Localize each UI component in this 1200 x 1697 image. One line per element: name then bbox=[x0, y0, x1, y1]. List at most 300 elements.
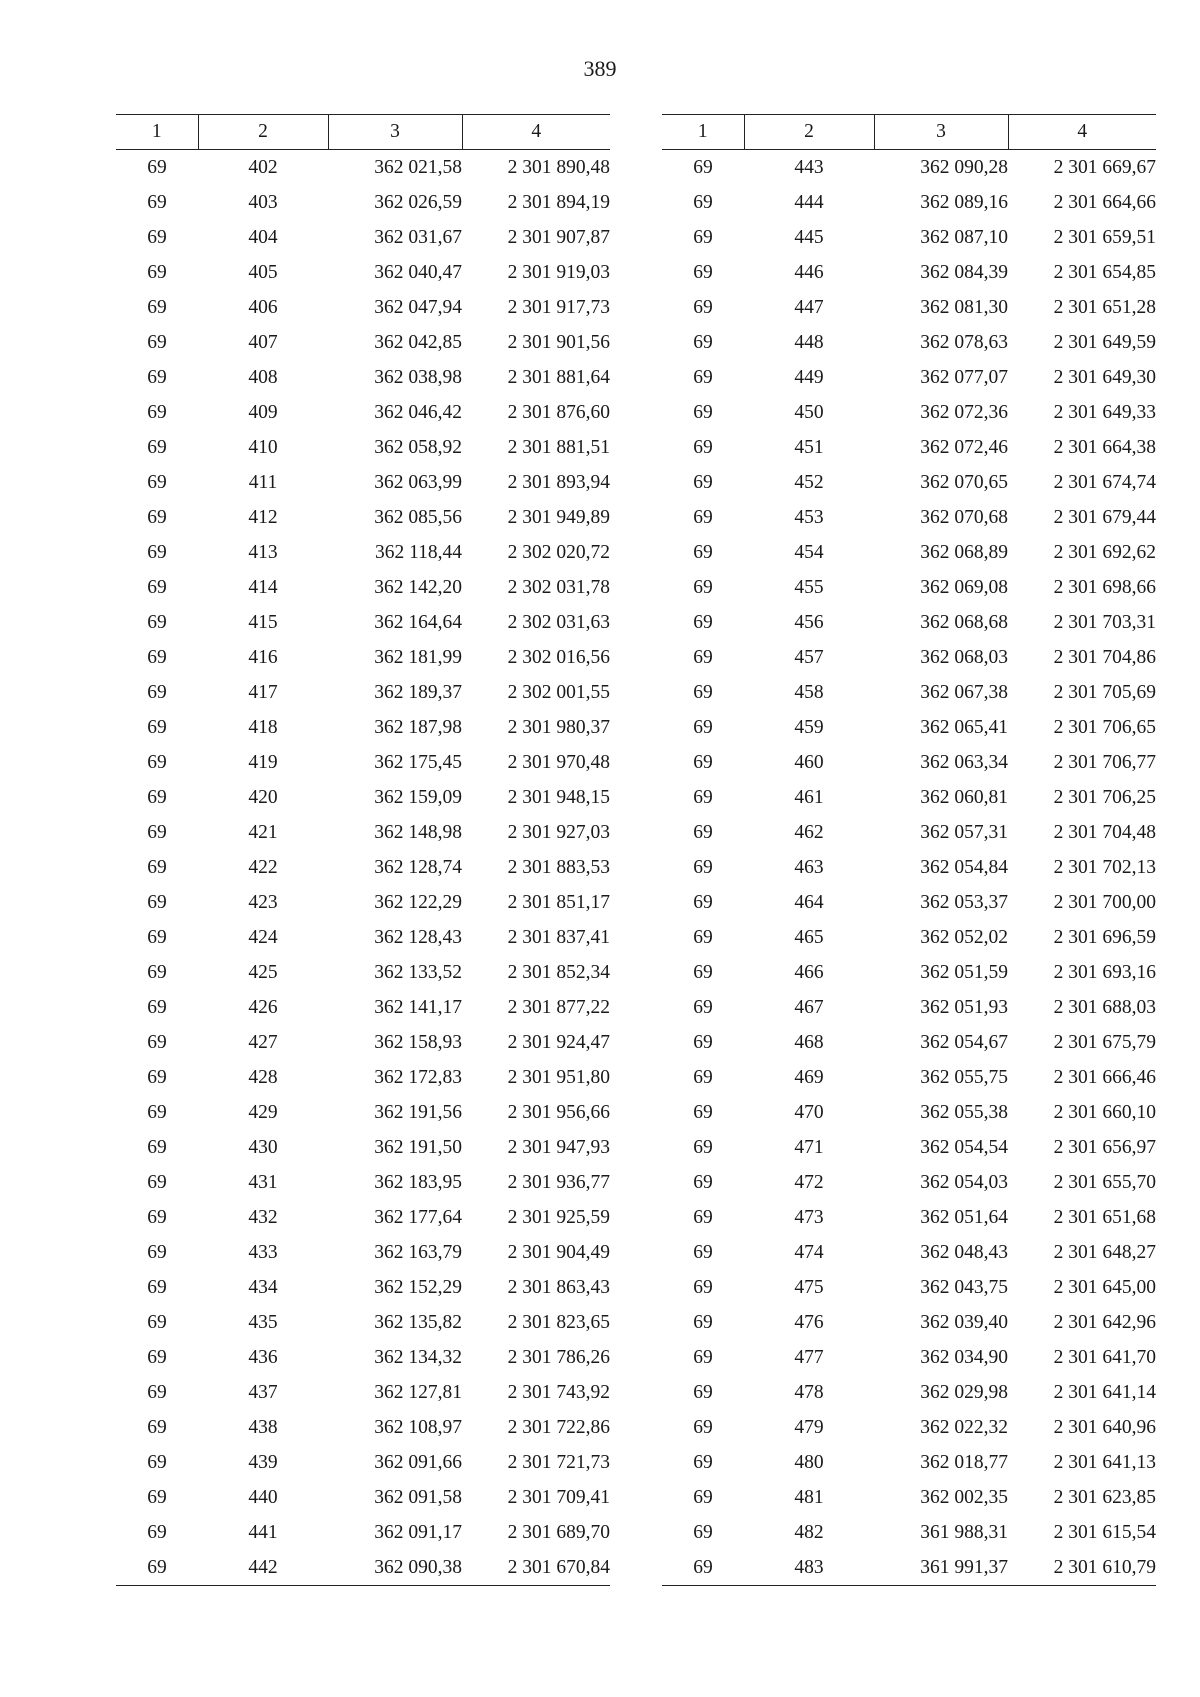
cell-col-3: 362 031,67 bbox=[374, 226, 462, 248]
cell-col-2: 448 bbox=[794, 331, 824, 353]
table-row bbox=[662, 290, 1156, 325]
cell-col-1: 69 bbox=[147, 261, 167, 283]
cell-col-3: 362 068,68 bbox=[920, 611, 1008, 633]
cell-col-2: 411 bbox=[248, 471, 278, 493]
cell-col-4: 2 301 907,87 bbox=[507, 226, 610, 248]
cell-col-4: 2 301 743,92 bbox=[507, 1381, 610, 1403]
cell-col-4: 2 301 670,84 bbox=[462, 1550, 610, 1586]
cell-col-3: 362 072,36 bbox=[920, 401, 1008, 423]
cell-col-4: 2 301 894,19 bbox=[507, 191, 610, 213]
cell-col-3: 362 022,32 bbox=[920, 1416, 1008, 1438]
cell-col-1: 69 bbox=[693, 401, 713, 423]
header-row bbox=[662, 115, 1156, 150]
cell-col-4: 2 301 698,66 bbox=[1053, 576, 1156, 598]
table-row bbox=[116, 1060, 610, 1095]
cell-col-1: 69 bbox=[147, 471, 167, 493]
cell-col-4: 2 301 645,00 bbox=[1053, 1276, 1156, 1298]
cell-col-2: 430 bbox=[248, 1136, 278, 1158]
coordinates-table-right bbox=[662, 114, 1156, 1586]
table-row bbox=[116, 675, 610, 710]
cell-col-4: 2 301 721,73 bbox=[507, 1451, 610, 1473]
cell-col-1: 69 bbox=[147, 1206, 167, 1228]
table-row bbox=[116, 535, 610, 570]
cell-col-1: 69 bbox=[693, 506, 713, 528]
cell-col-1: 69 bbox=[147, 996, 167, 1018]
cell-col-4: 2 301 936,77 bbox=[507, 1171, 610, 1193]
cell-col-2: 408 bbox=[248, 366, 278, 388]
cell-col-3: 362 038,98 bbox=[374, 366, 462, 388]
cell-col-1: 69 bbox=[693, 1241, 713, 1263]
table-row bbox=[662, 570, 1156, 605]
cell-col-2: 453 bbox=[794, 506, 824, 528]
table-row bbox=[116, 430, 610, 465]
cell-col-1: 69 bbox=[693, 1486, 713, 1508]
cell-col-2: 467 bbox=[794, 996, 824, 1018]
table-row bbox=[116, 360, 610, 395]
table-row bbox=[116, 1165, 610, 1200]
cell-col-1: 69 bbox=[693, 1381, 713, 1403]
cell-col-2: 451 bbox=[794, 436, 824, 458]
cell-col-2: 425 bbox=[248, 961, 278, 983]
table-row bbox=[662, 1515, 1156, 1550]
cell-col-3: 362 189,37 bbox=[374, 681, 462, 703]
cell-col-3: 362 175,45 bbox=[374, 751, 462, 773]
cell-col-1: 69 bbox=[693, 1416, 713, 1438]
cell-col-3: 362 051,59 bbox=[920, 961, 1008, 983]
table-row bbox=[116, 1025, 610, 1060]
cell-col-2: 459 bbox=[794, 716, 824, 738]
cell-col-2: 474 bbox=[794, 1241, 824, 1263]
cell-col-4: 2 301 706,77 bbox=[1053, 751, 1156, 773]
cell-col-2: 452 bbox=[794, 471, 824, 493]
cell-col-4: 2 301 709,41 bbox=[507, 1486, 610, 1508]
cell-col-3: 362 091,58 bbox=[374, 1486, 462, 1508]
cell-col-1: 69 bbox=[147, 226, 167, 248]
table-row bbox=[662, 920, 1156, 955]
cell-col-1: 69 bbox=[693, 821, 713, 843]
cell-col-2: 421 bbox=[248, 821, 278, 843]
cell-col-3: 362 142,20 bbox=[374, 576, 462, 598]
cell-col-1: 69 bbox=[147, 1101, 167, 1123]
table-row bbox=[116, 570, 610, 605]
cell-col-3: 362 141,17 bbox=[374, 996, 462, 1018]
cell-col-2: 432 bbox=[248, 1206, 278, 1228]
cell-col-4: 2 301 823,65 bbox=[507, 1311, 610, 1333]
table-row bbox=[662, 1200, 1156, 1235]
header-cell-3: 3 bbox=[874, 115, 1008, 150]
cell-col-1: 69 bbox=[693, 1521, 713, 1543]
cell-col-2: 483 bbox=[744, 1550, 874, 1586]
cell-col-1: 69 bbox=[147, 1311, 167, 1333]
cell-col-2: 415 bbox=[248, 611, 278, 633]
table-row bbox=[662, 850, 1156, 885]
table-row bbox=[116, 185, 610, 220]
table-row bbox=[662, 1410, 1156, 1445]
cell-col-1: 69 bbox=[662, 1550, 744, 1586]
cell-col-1: 69 bbox=[693, 1136, 713, 1158]
cell-col-1: 69 bbox=[147, 821, 167, 843]
header-row bbox=[116, 115, 610, 150]
table-row bbox=[662, 535, 1156, 570]
cell-col-1: 69 bbox=[147, 681, 167, 703]
cell-col-3: 362 118,44 bbox=[374, 541, 462, 563]
cell-col-1: 69 bbox=[147, 191, 167, 213]
table-row bbox=[116, 955, 610, 990]
cell-col-4: 2 301 703,31 bbox=[1053, 611, 1156, 633]
cell-col-3: 362 152,29 bbox=[374, 1276, 462, 1298]
cell-col-3: 362 057,31 bbox=[920, 821, 1008, 843]
cell-col-1: 69 bbox=[147, 891, 167, 913]
table-row bbox=[116, 1410, 610, 1445]
table-row bbox=[662, 395, 1156, 430]
cell-col-2: 457 bbox=[794, 646, 824, 668]
header-cell-2: 2 bbox=[744, 115, 874, 150]
cell-col-1: 69 bbox=[147, 436, 167, 458]
cell-col-4: 2 301 679,44 bbox=[1053, 506, 1156, 528]
cell-col-4: 2 301 623,85 bbox=[1053, 1486, 1156, 1508]
cell-col-3: 362 183,95 bbox=[374, 1171, 462, 1193]
cell-col-3: 362 034,90 bbox=[920, 1346, 1008, 1368]
table-row bbox=[662, 150, 1156, 186]
cell-col-3: 362 060,81 bbox=[920, 786, 1008, 808]
cell-col-3: 362 063,34 bbox=[920, 751, 1008, 773]
cell-col-2: 410 bbox=[248, 436, 278, 458]
cell-col-3: 362 002,35 bbox=[920, 1486, 1008, 1508]
cell-col-4: 2 301 648,27 bbox=[1053, 1241, 1156, 1263]
cell-col-4: 2 301 919,03 bbox=[507, 261, 610, 283]
cell-col-3: 362 091,17 bbox=[374, 1521, 462, 1543]
cell-col-2: 419 bbox=[248, 751, 278, 773]
cell-col-1: 69 bbox=[147, 1346, 167, 1368]
table-row bbox=[116, 1445, 610, 1480]
cell-col-1: 69 bbox=[693, 1101, 713, 1123]
table-row bbox=[116, 850, 610, 885]
cell-col-3: 362 068,03 bbox=[920, 646, 1008, 668]
table-row bbox=[116, 1480, 610, 1515]
cell-col-1: 69 bbox=[147, 1276, 167, 1298]
cell-col-2: 405 bbox=[248, 261, 278, 283]
cell-col-2: 431 bbox=[248, 1171, 278, 1193]
cell-col-2: 480 bbox=[794, 1451, 824, 1473]
cell-col-3: 362 026,59 bbox=[374, 191, 462, 213]
table-row bbox=[116, 1270, 610, 1305]
cell-col-1: 69 bbox=[147, 1521, 167, 1543]
cell-col-4: 2 301 851,17 bbox=[507, 891, 610, 913]
cell-col-1: 69 bbox=[693, 786, 713, 808]
cell-col-1: 69 bbox=[693, 1451, 713, 1473]
cell-col-2: 445 bbox=[794, 226, 824, 248]
cell-col-2: 435 bbox=[248, 1311, 278, 1333]
cell-col-4: 2 301 640,96 bbox=[1053, 1416, 1156, 1438]
cell-col-3: 362 043,75 bbox=[920, 1276, 1008, 1298]
cell-col-2: 413 bbox=[248, 541, 278, 563]
table-row bbox=[662, 815, 1156, 850]
cell-col-4: 2 301 924,47 bbox=[507, 1031, 610, 1053]
cell-col-4: 2 301 925,59 bbox=[507, 1206, 610, 1228]
cell-col-4: 2 301 949,89 bbox=[507, 506, 610, 528]
cell-col-2: 468 bbox=[794, 1031, 824, 1053]
cell-col-2: 466 bbox=[794, 961, 824, 983]
cell-col-3: 362 048,43 bbox=[920, 1241, 1008, 1263]
cell-col-2: 438 bbox=[248, 1416, 278, 1438]
cell-col-1: 69 bbox=[693, 891, 713, 913]
table-row bbox=[662, 430, 1156, 465]
cell-col-1: 69 bbox=[147, 156, 167, 178]
cell-col-4: 2 301 948,15 bbox=[507, 786, 610, 808]
cell-col-3: 362 133,52 bbox=[374, 961, 462, 983]
cell-col-4: 2 301 649,59 bbox=[1053, 331, 1156, 353]
table-row bbox=[116, 815, 610, 850]
cell-col-3: 362 046,42 bbox=[374, 401, 462, 423]
cell-col-2: 402 bbox=[248, 156, 278, 178]
cell-col-3: 362 159,09 bbox=[374, 786, 462, 808]
cell-col-3: 362 089,16 bbox=[920, 191, 1008, 213]
cell-col-4: 2 301 876,60 bbox=[507, 401, 610, 423]
cell-col-3: 362 090,28 bbox=[920, 156, 1008, 178]
table-row bbox=[662, 605, 1156, 640]
cell-col-4: 2 301 947,93 bbox=[507, 1136, 610, 1158]
cell-col-2: 460 bbox=[794, 751, 824, 773]
cell-col-2: 441 bbox=[248, 1521, 278, 1543]
table-row bbox=[662, 710, 1156, 745]
cell-col-2: 420 bbox=[248, 786, 278, 808]
cell-col-3: 362 077,07 bbox=[920, 366, 1008, 388]
table-header bbox=[116, 115, 610, 150]
cell-col-4: 2 301 666,46 bbox=[1053, 1066, 1156, 1088]
cell-col-3: 361 991,37 bbox=[874, 1550, 1008, 1586]
cell-col-3: 362 058,92 bbox=[374, 436, 462, 458]
cell-col-3: 362 063,99 bbox=[374, 471, 462, 493]
table-row bbox=[662, 1270, 1156, 1305]
table-row bbox=[116, 1550, 610, 1586]
cell-col-1: 69 bbox=[693, 226, 713, 248]
table-row bbox=[662, 500, 1156, 535]
cell-col-1: 69 bbox=[693, 1346, 713, 1368]
table-row bbox=[662, 1305, 1156, 1340]
cell-col-3: 362 072,46 bbox=[920, 436, 1008, 458]
table-row bbox=[116, 990, 610, 1025]
cell-col-2: 446 bbox=[794, 261, 824, 283]
table-row bbox=[662, 675, 1156, 710]
cell-col-4: 2 301 669,67 bbox=[1053, 156, 1156, 178]
table-row bbox=[116, 1305, 610, 1340]
header-cell-3: 3 bbox=[328, 115, 462, 150]
cell-col-4: 2 301 893,94 bbox=[507, 471, 610, 493]
table-row bbox=[662, 465, 1156, 500]
cell-col-2: 437 bbox=[248, 1381, 278, 1403]
cell-col-1: 69 bbox=[693, 646, 713, 668]
cell-col-4: 2 301 881,51 bbox=[507, 436, 610, 458]
cell-col-3: 362 068,89 bbox=[920, 541, 1008, 563]
cell-col-2: 465 bbox=[794, 926, 824, 948]
cell-col-2: 450 bbox=[794, 401, 824, 423]
cell-col-1: 69 bbox=[147, 856, 167, 878]
table-row bbox=[662, 1550, 1156, 1586]
cell-col-1: 69 bbox=[693, 261, 713, 283]
cell-col-4: 2 301 688,03 bbox=[1053, 996, 1156, 1018]
table-body bbox=[116, 150, 610, 1586]
cell-col-3: 362 085,56 bbox=[374, 506, 462, 528]
table-row bbox=[116, 1095, 610, 1130]
cell-col-1: 69 bbox=[147, 1066, 167, 1088]
cell-col-3: 362 054,54 bbox=[920, 1136, 1008, 1158]
cell-col-1: 69 bbox=[147, 1241, 167, 1263]
cell-col-3: 362 051,64 bbox=[920, 1206, 1008, 1228]
table-row bbox=[662, 325, 1156, 360]
cell-col-3: 362 091,66 bbox=[374, 1451, 462, 1473]
cell-col-3: 362 053,37 bbox=[920, 891, 1008, 913]
cell-col-1: 69 bbox=[147, 751, 167, 773]
cell-col-3: 362 134,32 bbox=[374, 1346, 462, 1368]
cell-col-2: 428 bbox=[248, 1066, 278, 1088]
cell-col-4: 2 301 654,85 bbox=[1053, 261, 1156, 283]
cell-col-1: 69 bbox=[693, 191, 713, 213]
table-header bbox=[662, 115, 1156, 150]
cell-col-4: 2 302 001,55 bbox=[507, 681, 610, 703]
table-row bbox=[116, 640, 610, 675]
header-cell-1: 1 bbox=[116, 115, 198, 150]
cell-col-2: 481 bbox=[794, 1486, 824, 1508]
table-row bbox=[662, 780, 1156, 815]
cell-col-2: 447 bbox=[794, 296, 824, 318]
cell-col-4: 2 301 664,66 bbox=[1053, 191, 1156, 213]
cell-col-2: 403 bbox=[248, 191, 278, 213]
cell-col-4: 2 301 705,69 bbox=[1053, 681, 1156, 703]
cell-col-3: 362 070,68 bbox=[920, 506, 1008, 528]
cell-col-1: 69 bbox=[147, 1171, 167, 1193]
cell-col-1: 69 bbox=[693, 996, 713, 1018]
table-row bbox=[116, 500, 610, 535]
cell-col-4: 2 301 664,38 bbox=[1053, 436, 1156, 458]
cell-col-2: 461 bbox=[794, 786, 824, 808]
cell-col-4: 2 301 704,86 bbox=[1053, 646, 1156, 668]
table-row bbox=[662, 885, 1156, 920]
cell-col-3: 362 135,82 bbox=[374, 1311, 462, 1333]
cell-col-4: 2 301 696,59 bbox=[1053, 926, 1156, 948]
cell-col-3: 362 054,67 bbox=[920, 1031, 1008, 1053]
cell-col-2: 412 bbox=[248, 506, 278, 528]
cell-col-3: 362 087,10 bbox=[920, 226, 1008, 248]
table-row bbox=[662, 255, 1156, 290]
cell-col-2: 414 bbox=[248, 576, 278, 598]
table-row bbox=[662, 185, 1156, 220]
cell-col-1: 69 bbox=[147, 331, 167, 353]
cell-col-3: 362 078,63 bbox=[920, 331, 1008, 353]
cell-col-2: 464 bbox=[794, 891, 824, 913]
cell-col-1: 69 bbox=[147, 611, 167, 633]
table-row bbox=[116, 465, 610, 500]
cell-col-2: 434 bbox=[248, 1276, 278, 1298]
cell-col-1: 69 bbox=[693, 681, 713, 703]
cell-col-2: 436 bbox=[248, 1346, 278, 1368]
cell-col-4: 2 301 641,70 bbox=[1053, 1346, 1156, 1368]
cell-col-4: 2 301 642,96 bbox=[1053, 1311, 1156, 1333]
cell-col-1: 69 bbox=[693, 961, 713, 983]
cell-col-4: 2 301 927,03 bbox=[507, 821, 610, 843]
header-cell-4: 4 bbox=[462, 115, 610, 150]
cell-col-3: 362 158,93 bbox=[374, 1031, 462, 1053]
cell-col-2: 440 bbox=[248, 1486, 278, 1508]
cell-col-3: 362 047,94 bbox=[374, 296, 462, 318]
table-row bbox=[116, 150, 610, 186]
cell-col-3: 362 177,64 bbox=[374, 1206, 462, 1228]
cell-col-4: 2 302 031,63 bbox=[507, 611, 610, 633]
table-row bbox=[116, 395, 610, 430]
cell-col-1: 69 bbox=[147, 1416, 167, 1438]
table-row bbox=[116, 325, 610, 360]
cell-col-1: 69 bbox=[693, 296, 713, 318]
table-body bbox=[662, 150, 1156, 1586]
cell-col-2: 433 bbox=[248, 1241, 278, 1263]
cell-col-1: 69 bbox=[693, 1276, 713, 1298]
cell-col-4: 2 301 970,48 bbox=[507, 751, 610, 773]
cell-col-1: 69 bbox=[693, 1311, 713, 1333]
table-row bbox=[116, 220, 610, 255]
cell-col-3: 362 122,29 bbox=[374, 891, 462, 913]
table-row bbox=[662, 1235, 1156, 1270]
coordinates-table-left bbox=[116, 114, 610, 1586]
cell-col-1: 69 bbox=[693, 1171, 713, 1193]
cell-col-1: 69 bbox=[693, 156, 713, 178]
cell-col-4: 2 301 980,37 bbox=[507, 716, 610, 738]
cell-col-3: 362 042,85 bbox=[374, 331, 462, 353]
cell-col-2: 455 bbox=[794, 576, 824, 598]
cell-col-4: 2 301 951,80 bbox=[507, 1066, 610, 1088]
cell-col-4: 2 301 700,00 bbox=[1053, 891, 1156, 913]
table-row bbox=[116, 1200, 610, 1235]
cell-col-3: 362 040,47 bbox=[374, 261, 462, 283]
cell-col-2: 404 bbox=[248, 226, 278, 248]
cell-col-1: 69 bbox=[147, 576, 167, 598]
cell-col-1: 69 bbox=[147, 1486, 167, 1508]
cell-col-3: 362 172,83 bbox=[374, 1066, 462, 1088]
cell-col-3: 362 187,98 bbox=[374, 716, 462, 738]
cell-col-3: 362 084,39 bbox=[920, 261, 1008, 283]
table-row bbox=[116, 255, 610, 290]
cell-col-4: 2 301 660,10 bbox=[1053, 1101, 1156, 1123]
cell-col-2: 477 bbox=[794, 1346, 824, 1368]
cell-col-3: 361 988,31 bbox=[920, 1521, 1008, 1543]
cell-col-4: 2 301 837,41 bbox=[507, 926, 610, 948]
cell-col-4: 2 301 706,25 bbox=[1053, 786, 1156, 808]
cell-col-3: 362 191,56 bbox=[374, 1101, 462, 1123]
cell-col-4: 2 301 883,53 bbox=[507, 856, 610, 878]
cell-col-1: 69 bbox=[147, 541, 167, 563]
cell-col-4: 2 301 877,22 bbox=[507, 996, 610, 1018]
cell-col-4: 2 302 031,78 bbox=[507, 576, 610, 598]
cell-col-3: 362 018,77 bbox=[920, 1451, 1008, 1473]
table-row bbox=[662, 1375, 1156, 1410]
cell-col-4: 2 301 649,33 bbox=[1053, 401, 1156, 423]
cell-col-3: 362 054,03 bbox=[920, 1171, 1008, 1193]
cell-col-2: 454 bbox=[794, 541, 824, 563]
cell-col-4: 2 301 901,56 bbox=[507, 331, 610, 353]
cell-col-1: 69 bbox=[693, 856, 713, 878]
page-number: 389 bbox=[583, 56, 617, 81]
cell-col-1: 69 bbox=[693, 576, 713, 598]
cell-col-1: 69 bbox=[147, 1031, 167, 1053]
cell-col-4: 2 301 659,51 bbox=[1053, 226, 1156, 248]
table-row bbox=[116, 710, 610, 745]
cell-col-2: 470 bbox=[794, 1101, 824, 1123]
cell-col-4: 2 301 615,54 bbox=[1053, 1521, 1156, 1543]
cell-col-3: 362 055,38 bbox=[920, 1101, 1008, 1123]
cell-col-4: 2 301 702,13 bbox=[1053, 856, 1156, 878]
cell-col-3: 362 191,50 bbox=[374, 1136, 462, 1158]
cell-col-4: 2 301 674,74 bbox=[1053, 471, 1156, 493]
cell-col-2: 469 bbox=[794, 1066, 824, 1088]
cell-col-2: 443 bbox=[794, 156, 824, 178]
